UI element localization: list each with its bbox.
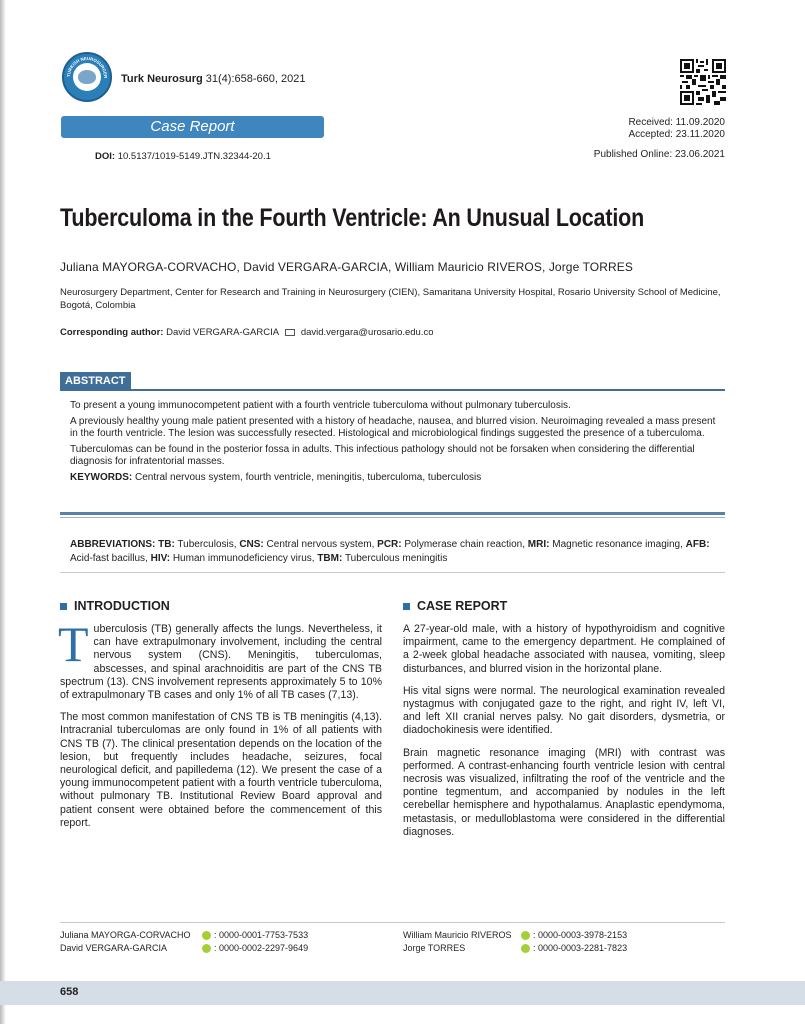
abbr-term: TBM: — [317, 552, 343, 564]
journal-logo — [62, 52, 112, 102]
corresponding-author — [60, 327, 434, 338]
abbr-term: AFB: — [685, 539, 710, 550]
orcid-author: William Mauricio RIVEROS — [403, 930, 512, 940]
abbr-term: CNS: — [239, 539, 264, 550]
abbr-term: MRI: — [527, 539, 550, 550]
corresponding-label: Corresponding author: — [60, 327, 164, 338]
abbr-def: Central nervous system, — [266, 539, 375, 550]
section-marker-icon — [60, 603, 67, 610]
intro-paragraph-2: The most common manifestation of CNS TB is TB meningitis (4,13). Intracranial tuberculomas are only found in 1% of all patients with CNS TB (7). The clinical presentation depends on the location of the lesion, but frequently includes headache, seizures, focal neurological deficit, and papilledema (12). We present the case of a young immunocompetent patient with a fourth ventricle tuberculoma, without pulmonary TB. Institutional Review Board approval and patient consent were obtained before the commencement of this report. — [60, 711, 382, 829]
author-list: Juliana MAYORGA-CORVACHO, David VERGARA-GARCIA, William Mauricio RIVEROS, Jorge TORRES — [60, 260, 633, 274]
abbr-def: Polymerase chain reaction, — [404, 539, 526, 550]
keywords-list: Central nervous system, fourth ventricle, meningitis, tuberculoma, tuberculosis — [135, 471, 482, 483]
orcid-author: Juliana MAYORGA-CORVACHO — [60, 930, 191, 940]
article-title: Tuberculoma in the Fourth Ventricle: An Unusual Location — [60, 204, 645, 232]
abbr-def: Tuberculous meningitis — [344, 552, 448, 564]
orcid-id[interactable]: : 0000-0003-3978-2153 — [533, 930, 628, 940]
article-dates — [628, 117, 725, 141]
abstract-body — [70, 400, 720, 487]
logo-ring-text — [62, 52, 112, 102]
abstract-heading: ABSTRACT — [60, 372, 131, 391]
footer-rule — [60, 922, 725, 923]
case-report-body — [403, 623, 725, 848]
abbr-term: HIV: — [150, 552, 171, 564]
orcid-icon — [202, 931, 211, 940]
abstract-top-rule — [60, 389, 725, 391]
introduction-heading — [60, 599, 170, 613]
accepted-date: Accepted: 23.11.2020 — [628, 129, 725, 140]
orcid-id[interactable]: : 0000-0001-7753-7533 — [214, 930, 309, 940]
orcid-entry — [60, 929, 308, 942]
received-date: Received: 11.09.2020 — [628, 117, 725, 128]
abstract-case: A previously healthy young male patient presented with a history of headache, nausea, and blurred vision. Neuroimaging revealed a mass present in the fourth ventricle. The lesion was successfully resected. Histological and microbiological findings suggested the presence of a tuberculoma. — [70, 415, 716, 439]
abbr-def: Human immunodeficiency virus, — [172, 552, 315, 564]
orcid-list-left — [60, 929, 308, 955]
orcid-id[interactable]: : 0000-0002-2297-9649 — [214, 943, 309, 953]
corresponding-email[interactable]: david.vergara@urosario.edu.co — [300, 327, 434, 338]
orcid-list-right — [403, 929, 627, 955]
case-paragraph-2: His vital signs were normal. The neurological examination revealed nystagmus with conjugated gaze to the right, and right IV, left VI, and left XII cranial nerves palsy. No gait disorders, dysmetria, or diadochokinesis were identified. — [403, 684, 725, 737]
case-report-heading — [403, 599, 507, 613]
introduction-body — [58, 616, 382, 839]
abstract-conclusion: Tuberculomas can be found in the posterior fossa in adults. This infectious pathology should not be forsaken when considering the differential diagnosis for infratentorial masses. — [70, 443, 695, 467]
published-date: Published Online: 23.06.2021 — [593, 149, 725, 160]
orcid-entry — [403, 929, 627, 942]
abstract-bottom-rule — [60, 512, 725, 515]
abbr-term: PCR: — [377, 539, 402, 550]
orcid-icon — [202, 944, 211, 953]
doi — [95, 151, 271, 162]
case-paragraph-3: Brain magnetic resonance imaging (MRI) with contrast was performed. A contrast-enhancing fourth ventricle lesion with central necrosis was visualized, infiltrating the roof of the ventricle and the pontine tegmentum, and accompanied by nodules in the left cerebellar hemisphere and hypothalamus. Anaplastic ependymoma, metastasis, or medulloblastoma were considered in the differential diagnoses. — [403, 746, 725, 838]
section-title: CASE REPORT — [417, 599, 508, 613]
abbr-def: Acid-fast bacillus, — [70, 552, 148, 564]
abbr-term: ABBREVIATIONS: TB: — [70, 539, 175, 550]
orcid-id[interactable]: : 0000-0003-2281-7823 — [533, 943, 628, 953]
abstract-bottom-rule-thin — [60, 517, 725, 518]
orcid-author: Jorge TORRES — [403, 943, 466, 953]
journal-citation — [121, 73, 305, 85]
abbr-def: Magnetic resonance imaging, — [552, 539, 683, 550]
intro-paragraph-1: uberculosis (TB) generally affects the lungs. Nevertheless, it can have extrapulmonary involvement, including the central nervous system (CNS). Meningitis, tuberculomas, abscesses, and spinal arachnoiditis are part of the CNS TB spectrum (13). CNS involvement represents approximately 5 to 10% of extrapulmonary TB cases and only 1% of all TB cases (7,13). — [60, 623, 382, 702]
doi-link[interactable]: 10.5137/1019-5149.JTN.32344-20.1 — [117, 151, 271, 162]
qr-code-icon — [680, 59, 726, 105]
orcid-icon — [521, 931, 530, 940]
abbreviations — [70, 538, 722, 565]
orcid-entry — [403, 942, 627, 955]
abbr-def: Tuberculosis, — [177, 539, 237, 550]
section-title: INTRODUCTION — [74, 599, 170, 613]
journal-name: Turk Neurosurg — [121, 73, 203, 85]
section-marker-icon — [403, 603, 410, 610]
keywords — [70, 472, 720, 485]
case-paragraph-1: A 27-year-old male, with a history of hypothyroidism and cognitive impairment, came to the emergency department. He complained of a 2-week global headache associated with nausea, vomiting, sleep disturbances, and blurred vision in the horizontal plane. — [403, 623, 725, 675]
orcid-icon — [521, 944, 530, 953]
drop-cap: T — [58, 616, 89, 672]
page-number: 658 — [60, 986, 79, 998]
doi-label: DOI: — [95, 151, 116, 162]
article-type-banner: Case Report — [61, 116, 324, 138]
orcid-entry — [60, 942, 308, 955]
keywords-label: KEYWORDS: — [70, 471, 133, 483]
email-icon — [285, 329, 295, 336]
page-number-strip — [0, 981, 805, 1005]
abbreviations-rule — [60, 572, 725, 573]
abstract-objective: To present a young immunocompetent patient with a fourth ventricle tuberculoma without pulmonary tuberculosis. — [70, 400, 571, 411]
corresponding-name: David VERGARA-GARCIA — [166, 327, 279, 338]
svg-text:TURKISH NEUROSURGERY: TURKISH NEUROSURGER — [65, 55, 109, 79]
journal-issue: 31(4):658-660, 2021 — [205, 73, 306, 85]
orcid-author: David VERGARA-GARCIA — [60, 943, 168, 953]
affiliation: Neurosurgery Department, Center for Research and Training in Neurosurgery (CIEN), Samaritana University Hospital, Rosario University School of Medicine, Bogotá, Colombia — [60, 287, 721, 311]
page-edge-shadow — [0, 0, 6, 1024]
